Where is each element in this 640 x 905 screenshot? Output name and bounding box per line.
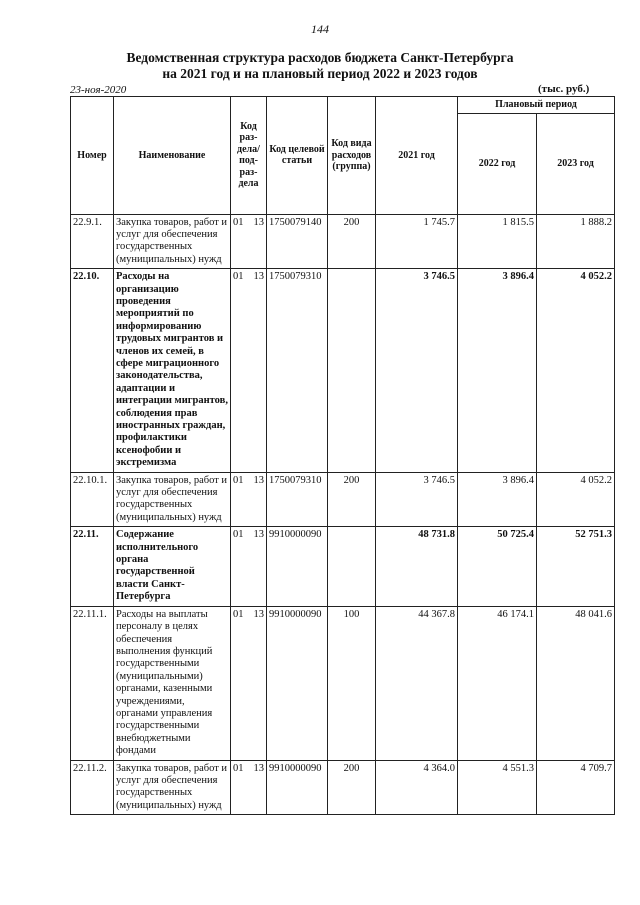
row-section-code: [231, 527, 267, 606]
row-target-code: 9910000090: [267, 760, 328, 815]
header-target-code: Код целевой статьи: [267, 97, 328, 215]
units-label: (тыс. руб.): [538, 83, 590, 95]
section-code: 01: [233, 529, 244, 541]
row-amount-2023: 48 041.6: [537, 606, 615, 760]
row-amount-2021: 1 745.7: [376, 214, 458, 269]
subsection-code: 13: [253, 529, 264, 541]
row-amount-2021: 3 746.5: [376, 472, 458, 527]
row-expense-type: [328, 527, 376, 606]
row-amount-2023: 4 709.7: [537, 760, 615, 815]
row-amount-2022: 3 896.4: [458, 472, 537, 527]
table-body: [71, 214, 615, 815]
table-row: [71, 527, 615, 606]
document-title: [0, 50, 640, 82]
row-target-code: 9910000090: [267, 527, 328, 606]
row-expense-type: 100: [328, 606, 376, 760]
row-amount-2022: 50 725.4: [458, 527, 537, 606]
header-year-2023: 2023 год: [537, 113, 615, 214]
row-number: 22.11.2.: [71, 760, 114, 815]
row-amount-2023: 4 052.2: [537, 269, 615, 473]
subsection-code: 13: [253, 271, 264, 283]
header-planned-period: Плановый период: [458, 97, 615, 114]
row-name: Закупка товаров, работ и услуг для обеспечения государственных (муниципальных) нужд: [114, 472, 231, 527]
row-amount-2021: 48 731.8: [376, 527, 458, 606]
subsection-code: 13: [253, 474, 264, 486]
document-date: 23-ноя-2020: [70, 84, 127, 96]
row-target-code: 1750079310: [267, 472, 328, 527]
row-section-code: [231, 760, 267, 815]
row-amount-2023: 52 751.3: [537, 527, 615, 606]
row-target-code: 1750079140: [267, 214, 328, 269]
row-amount-2022: 46 174.1: [458, 606, 537, 760]
row-number: 22.11.: [71, 527, 114, 606]
row-name: Закупка товаров, работ и услуг для обеспечения государственных (муниципальных) нужд: [114, 214, 231, 269]
table-row: [71, 214, 615, 269]
table-row: [71, 606, 615, 760]
row-section-code: [231, 472, 267, 527]
row-name: Расходы на выплаты персоналу в целях обеспечения выполнения функций государственными (муниципальными) органами, казенными учреждениями, органами управления государственными внебюджетными фондами: [114, 606, 231, 760]
section-code: 01: [233, 474, 244, 486]
title-line-1: Ведомственная структура расходов бюджета Санкт-Петербурга: [126, 50, 514, 65]
subsection-code: 13: [253, 762, 264, 774]
row-amount-2022: 4 551.3: [458, 760, 537, 815]
header-section-code: Код раз-дела/ под-раз-дела: [231, 97, 267, 215]
row-number: 22.9.1.: [71, 214, 114, 269]
row-name: Содержание исполнительного органа государственной власти Санкт-Петербурга: [114, 527, 231, 606]
row-expense-type: 200: [328, 214, 376, 269]
row-name: Закупка товаров, работ и услуг для обеспечения государственных (муниципальных) нужд: [114, 760, 231, 815]
section-code: 01: [233, 608, 244, 620]
row-expense-type: [328, 269, 376, 473]
section-code: 01: [233, 271, 244, 283]
row-section-code: [231, 214, 267, 269]
subsection-code: 13: [253, 608, 264, 620]
row-amount-2021: 44 367.8: [376, 606, 458, 760]
row-amount-2022: 1 815.5: [458, 214, 537, 269]
header-expense-type-code: Код вида расходов (группа): [328, 97, 376, 215]
row-amount-2022: 3 896.4: [458, 269, 537, 473]
row-amount-2021: 3 746.5: [376, 269, 458, 473]
row-expense-type: 200: [328, 472, 376, 527]
budget-table: [70, 96, 615, 815]
row-target-code: 1750079310: [267, 269, 328, 473]
header-year-2021: 2021 год: [376, 97, 458, 215]
section-code: 01: [233, 762, 244, 774]
row-number: 22.11.1.: [71, 606, 114, 760]
header-number: Номер: [71, 97, 114, 215]
header-year-2022: 2022 год: [458, 113, 537, 214]
row-number: 22.10.: [71, 269, 114, 473]
row-section-code: [231, 269, 267, 473]
title-line-2: на 2021 год и на плановый период 2022 и 2023 годов: [162, 66, 478, 81]
row-amount-2023: 4 052.2: [537, 472, 615, 527]
row-section-code: [231, 606, 267, 760]
table-row: [71, 760, 615, 815]
section-code: 01: [233, 216, 244, 228]
header-row: [71, 97, 615, 114]
table-row: [71, 472, 615, 527]
row-amount-2023: 1 888.2: [537, 214, 615, 269]
table-row: [71, 269, 615, 473]
subsection-code: 13: [253, 216, 264, 228]
row-target-code: 9910000090: [267, 606, 328, 760]
row-expense-type: 200: [328, 760, 376, 815]
row-number: 22.10.1.: [71, 472, 114, 527]
row-name: Расходы на организацию проведения мероприятий по информированию трудовых мигрантов и членов их семей, в сфере миграционного законодательства, адаптации и интеграции мигрантов, соблюдения прав иностранных граждан, профилактики ксенофобии и экстремизма: [114, 269, 231, 473]
header-name: Наименование: [114, 97, 231, 215]
page-number: 144: [311, 22, 329, 36]
row-amount-2021: 4 364.0: [376, 760, 458, 815]
